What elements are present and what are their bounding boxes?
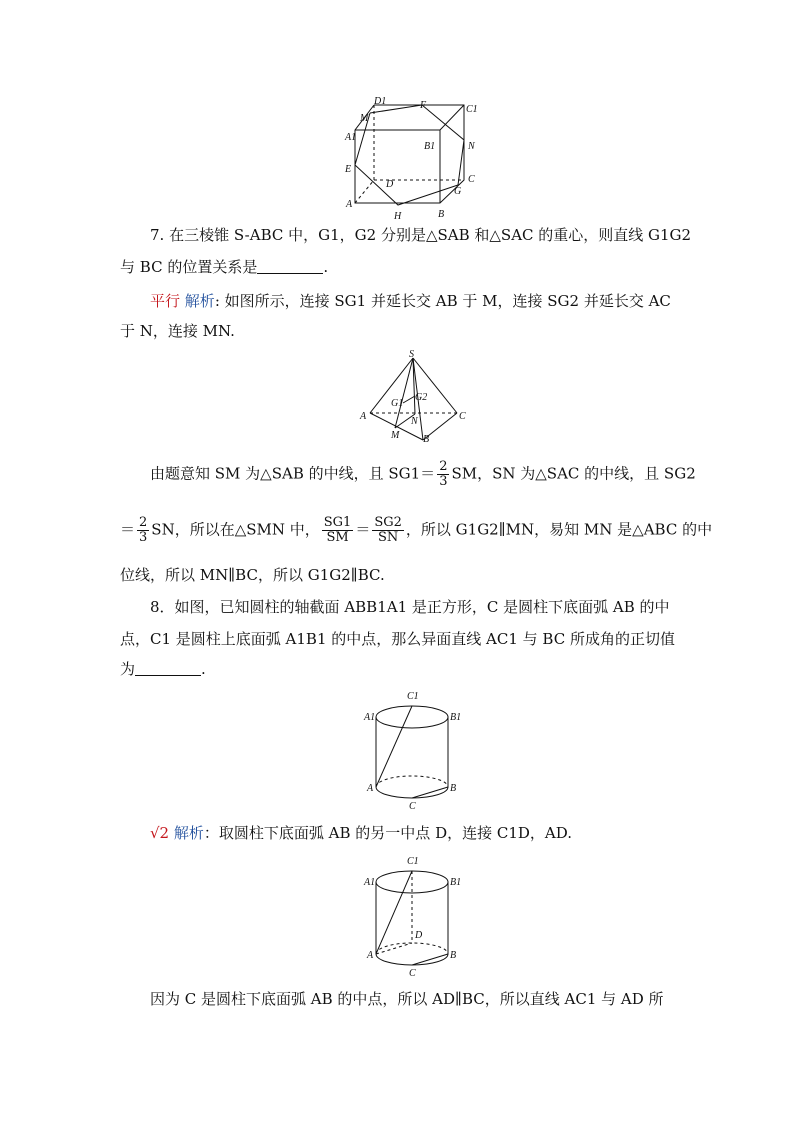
q7-line2-text: 与 BC 的位置关系是 — [120, 258, 258, 276]
q7-solution-line1 — [150, 288, 676, 314]
proof-text: ＝ — [120, 520, 136, 539]
proof-text: SM，SN 为△SAC 的中线，且 SG2 — [451, 464, 696, 483]
q7-solution-text: : 如图所示，连接 SG1 并延长交 AB 于 M，连接 SG2 并延长交 AC — [214, 292, 671, 310]
pyramid-label: C — [459, 411, 466, 422]
q8-line3-text: 为 — [120, 660, 136, 678]
pyramid-label: S — [409, 349, 414, 360]
fraction — [137, 516, 149, 545]
ratio-fraction — [322, 516, 354, 545]
q7-line2 — [120, 254, 676, 280]
fraction-denominator: 3 — [139, 530, 148, 545]
proof-text: SN，所以在△SMN 中， — [151, 520, 320, 539]
cylinder-label: B — [450, 950, 457, 961]
cube-label: H — [394, 211, 402, 220]
cube-label: C1 — [466, 104, 478, 115]
q7-line2-end: . — [323, 258, 329, 276]
cube-label: M — [360, 113, 369, 124]
cylinder-figure-1 — [360, 685, 470, 810]
cylinder-label: B1 — [450, 712, 462, 723]
q8-line2: 点，C1 是圆柱上底面弧 A1B1 的中点，那么异面直线 AC1 与 BC 所成角的正切值 — [120, 630, 675, 648]
q8-answer: √2 — [150, 824, 170, 842]
cube-label: B — [438, 209, 445, 220]
cylinder-figure-2 — [360, 850, 470, 978]
cylinder-label: C1 — [407, 691, 419, 702]
ratio-fraction — [372, 516, 404, 545]
cube-label: C — [468, 174, 475, 185]
cube-label: A1 — [345, 132, 357, 143]
proof-text: ，所以 G1G2∥MN，易知 MN 是△ABC 的中 — [405, 520, 713, 539]
fraction-numerator: 2 — [139, 515, 148, 530]
fraction-denominator: SM — [326, 530, 349, 545]
cube-label: E — [345, 164, 352, 175]
cylinder-label: C — [409, 968, 416, 978]
cylinder-label: A1 — [364, 877, 376, 888]
cylinder-label: A — [367, 783, 374, 794]
q7-solution-line2: 于 N，连接 MN. — [120, 322, 235, 340]
q7-analysis-label: 解析 — [184, 292, 215, 310]
fraction-denominator: SN — [377, 530, 399, 545]
cube-label: D — [386, 179, 394, 190]
pyramid-label: G1 — [391, 398, 404, 409]
cylinder-label: C — [409, 801, 416, 810]
pyramid-label: G2 — [415, 392, 428, 403]
q8-line3-end: . — [201, 660, 206, 678]
fraction-denominator: 3 — [439, 474, 448, 489]
cylinder-label: B1 — [450, 877, 462, 888]
fraction-numerator: SG1 — [323, 515, 352, 530]
q7-proof-line3: 位线，所以 MN∥BC，所以 G1G2∥BC. — [120, 566, 385, 584]
answer-blank — [135, 661, 201, 676]
cylinder-label: A — [367, 950, 374, 961]
q7-proof-line2 — [120, 515, 713, 545]
pyramid-figure — [355, 348, 475, 443]
pyramid-label: A — [360, 411, 367, 422]
pyramid-label: N — [411, 416, 418, 427]
proof-text: 由题意知 SM 为△SAB 的中线，且 SG1＝ — [150, 464, 436, 483]
q8-line3 — [120, 656, 676, 682]
cylinder-label: A1 — [364, 712, 376, 723]
q8-solution-line1 — [150, 820, 676, 846]
fraction — [437, 460, 449, 489]
cube-label: A — [346, 199, 353, 210]
pyramid-label: M — [391, 430, 400, 441]
cylinder-label: C1 — [407, 856, 419, 867]
q8-last-line: 因为 C 是圆柱下底面弧 AB 的中点，所以 AD∥BC，所以直线 AC1 与 AD 所 — [150, 990, 664, 1008]
cylinder-label: B — [450, 783, 457, 794]
cube-label: G — [454, 186, 462, 197]
q8-analysis-label: 解析 — [173, 824, 204, 842]
fraction-numerator: SG2 — [374, 515, 402, 530]
cube-label: D1 — [374, 96, 387, 107]
equals-sign: ＝ — [355, 520, 371, 539]
answer-blank — [257, 259, 323, 274]
cube-figure — [340, 95, 490, 220]
cube-label: N — [468, 141, 475, 152]
cylinder-label: D — [415, 930, 423, 941]
cube-label: B1 — [424, 141, 436, 152]
q8-line1: 8．如图，已知圆柱的轴截面 ABB1A1 是正方形，C 是圆柱下底面弧 AB 的中 — [150, 598, 670, 616]
q7-line1: 7. 在三棱锥 S-ABC 中，G1，G2 分别是△SAB 和△SAC 的重心，则直线 G1G2 — [150, 226, 692, 244]
q7-proof-line1 — [150, 459, 696, 489]
q7-answer: 平行 — [150, 292, 181, 310]
fraction-numerator: 2 — [439, 459, 448, 474]
pyramid-label: B — [423, 434, 430, 443]
cube-label: F — [420, 100, 427, 111]
q8-solution-text: ：取圆柱下底面弧 AB 的另一中点 D，连接 C1D，AD. — [203, 824, 573, 842]
